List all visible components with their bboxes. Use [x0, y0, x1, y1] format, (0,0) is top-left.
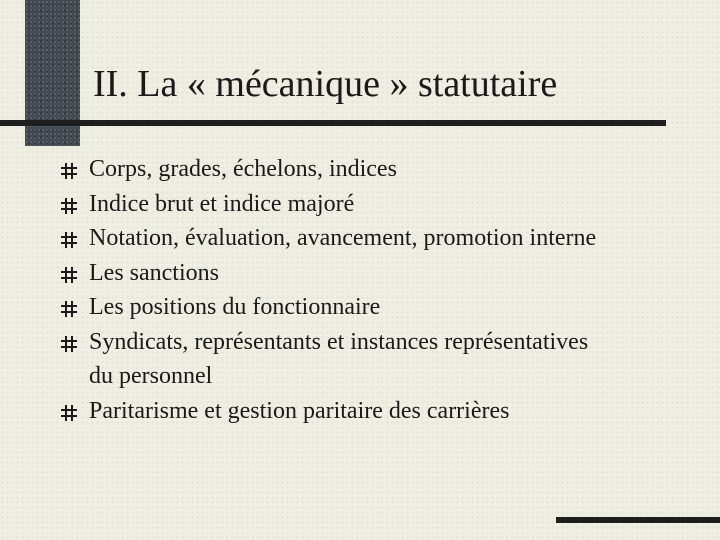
list-item	[60, 394, 609, 429]
bullet-text: Syndicats, représentants et instances représentatives du personnel	[89, 328, 589, 389]
bullet-text: Les sanctions	[89, 259, 219, 286]
footer-rule	[556, 517, 720, 523]
slide-title: II. La « mécanique » statutaire	[93, 63, 558, 105]
bullet-text: Corps, grades, échelons, indices	[89, 156, 397, 182]
hash-bullet-icon	[60, 231, 78, 249]
title-rule	[0, 120, 666, 126]
hash-bullet-icon	[60, 162, 78, 180]
hash-bullet-icon	[60, 197, 78, 215]
hash-bullet-icon	[60, 300, 78, 318]
hash-bullet-icon	[60, 404, 78, 422]
list-item	[60, 290, 609, 325]
bullet-text: Notation, évaluation, avancement, promotion interne	[89, 225, 597, 251]
list-item	[60, 325, 609, 394]
hash-bullet-icon	[60, 266, 78, 284]
list-item	[60, 187, 609, 222]
list-item	[60, 256, 609, 291]
bullet-text: Indice brut et indice majoré	[89, 190, 355, 217]
bullet-list	[60, 152, 700, 428]
bullet-text: Les positions du fonctionnaire	[89, 294, 381, 320]
list-item	[60, 152, 609, 187]
bullet-text: Paritarisme et gestion paritaire des carrières	[89, 397, 510, 424]
list-item	[60, 221, 609, 256]
hash-bullet-icon	[60, 335, 78, 353]
